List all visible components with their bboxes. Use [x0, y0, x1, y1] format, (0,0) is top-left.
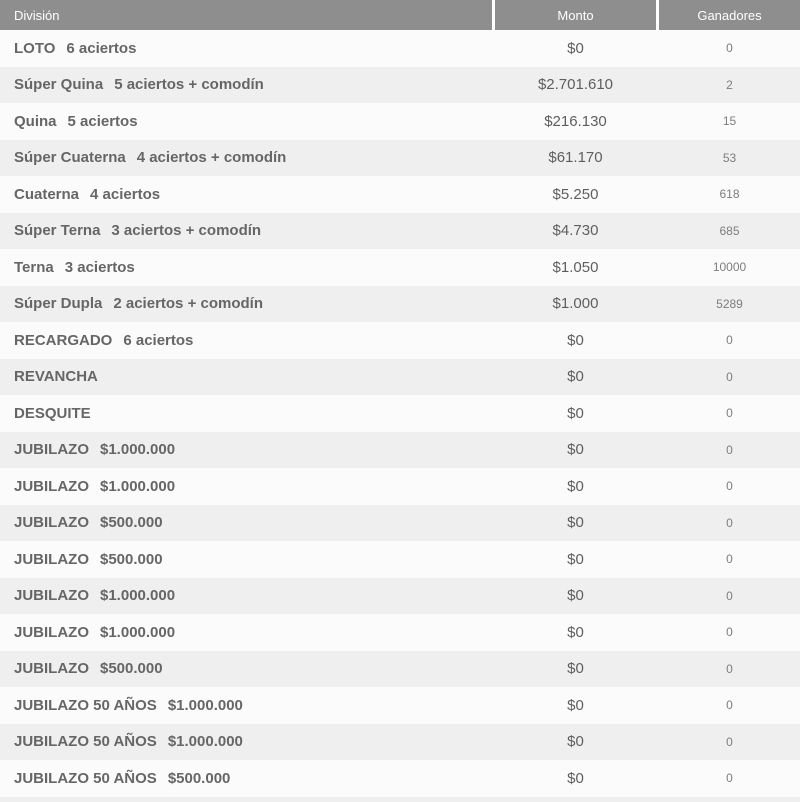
division-cell: [0, 687, 492, 724]
ganadores-value: 0: [726, 734, 733, 749]
division-cell: [0, 359, 492, 396]
table-row: [0, 651, 800, 688]
table-row: [0, 432, 800, 469]
table-row: [0, 614, 800, 651]
division-name: Cuaterna: [14, 185, 80, 203]
monto-value: $0: [567, 404, 584, 422]
division-cell: [0, 760, 492, 797]
header-monto: Monto: [495, 0, 656, 30]
division-name: RECARGADO: [14, 331, 113, 349]
table-row: [0, 213, 800, 250]
division-detail: $1.000.000: [100, 477, 176, 495]
monto-value: $1.050: [552, 258, 599, 276]
division-cell: [0, 213, 492, 250]
table-row: [0, 286, 800, 323]
division-name: JUBILAZO 50 AÑOS: [14, 696, 157, 714]
ganadores-value: 0: [726, 479, 733, 494]
division-name: Súper Terna: [14, 222, 101, 240]
table-body: [0, 30, 800, 797]
division-cell: [0, 140, 492, 177]
ganadores-value: 0: [726, 771, 733, 786]
division-detail: $500.000: [167, 769, 231, 787]
division-cell: [0, 724, 492, 761]
ganadores-value: 0: [726, 661, 733, 676]
division-detail: $1.000.000: [100, 623, 176, 641]
ganadores-value: 0: [726, 41, 733, 56]
ganadores-value: 0: [726, 625, 733, 640]
division-cell: [0, 103, 492, 140]
monto-value: $0: [567, 514, 584, 532]
monto-value: $0: [567, 477, 584, 495]
ganadores-value: 0: [726, 588, 733, 603]
monto-value: $0: [567, 696, 584, 714]
division-cell: [0, 30, 492, 67]
division-detail: $1.000.000: [167, 696, 243, 714]
division-cell: [0, 541, 492, 578]
table-row: [0, 541, 800, 578]
ganadores-value: 0: [726, 369, 733, 384]
division-detail: 6 aciertos: [123, 331, 194, 349]
table-row: [0, 30, 800, 67]
ganadores-value: 0: [726, 406, 733, 421]
monto-value: $0: [567, 550, 584, 568]
division-name: LOTO: [14, 39, 56, 57]
division-name: JUBILAZO: [14, 441, 89, 459]
division-cell: [0, 322, 492, 359]
division-cell: [0, 651, 492, 688]
table-row: [0, 395, 800, 432]
division-name: JUBILAZO: [14, 477, 89, 495]
monto-value: $1.000: [552, 295, 599, 313]
table-row: [0, 687, 800, 724]
ganadores-value: 2: [726, 77, 733, 92]
division-cell: [0, 286, 492, 323]
division-name: JUBILAZO: [14, 514, 89, 532]
monto-value: $0: [567, 623, 584, 641]
ganadores-value: 0: [726, 442, 733, 457]
table-row: [0, 578, 800, 615]
division-name: JUBILAZO: [14, 587, 89, 605]
division-cell: [0, 67, 492, 104]
monto-value: $0: [567, 368, 584, 386]
division-name: Súper Quina: [14, 76, 104, 94]
table-row: [0, 724, 800, 761]
ganadores-value: 0: [726, 552, 733, 567]
division-detail: $500.000: [100, 660, 163, 678]
ganadores-value: 53: [722, 150, 737, 165]
monto-value: $0: [567, 733, 584, 751]
division-name: REVANCHA: [14, 368, 98, 386]
table-row: [0, 760, 800, 797]
ganadores-value: 15: [722, 114, 737, 129]
table-row: [0, 103, 800, 140]
monto-value: $0: [567, 39, 584, 57]
table-row: [0, 359, 800, 396]
monto-value: $216.130: [544, 112, 607, 130]
ganadores-value: 685: [719, 223, 740, 238]
division-cell: [0, 249, 492, 286]
division-cell: [0, 468, 492, 505]
ganadores-value: 10000: [712, 260, 747, 275]
division-name: Terna: [14, 258, 54, 276]
division-name: Súper Cuaterna: [14, 149, 126, 167]
table-header: [0, 0, 800, 30]
table-row: [0, 176, 800, 213]
division-name: JUBILAZO 50 AÑOS: [14, 769, 157, 787]
division-name: JUBILAZO: [14, 550, 89, 568]
table-row: [0, 322, 800, 359]
monto-value: $0: [567, 660, 584, 678]
monto-value: $0: [567, 587, 584, 605]
division-detail: $1.000.000: [167, 733, 243, 751]
header-division: División: [0, 0, 492, 30]
monto-value: $2.701.610: [537, 76, 614, 94]
ganadores-value: 618: [719, 187, 740, 202]
division-detail: $500.000: [100, 514, 163, 532]
division-detail: $500.000: [100, 550, 163, 568]
division-detail: $1.000.000: [100, 587, 176, 605]
division-detail: $1.000.000: [100, 441, 176, 459]
division-detail: 6 aciertos: [66, 39, 137, 57]
division-detail: 4 aciertos: [90, 185, 161, 203]
table-row: [0, 67, 800, 104]
monto-value: $61.170: [548, 149, 603, 167]
division-detail: 4 aciertos + comodín: [136, 149, 287, 167]
monto-value: $0: [567, 441, 584, 459]
table-row: [0, 505, 800, 542]
monto-value: $4.730: [552, 222, 599, 240]
table-row: [0, 468, 800, 505]
ganadores-value: 0: [726, 333, 733, 348]
division-cell: [0, 614, 492, 651]
division-name: JUBILAZO 50 AÑOS: [14, 733, 157, 751]
division-cell: [0, 505, 492, 542]
monto-value: $5.250: [552, 185, 599, 203]
table-row: [0, 140, 800, 177]
division-name: Quina: [14, 112, 57, 130]
division-name: JUBILAZO: [14, 623, 89, 641]
next-row-partial: [0, 797, 800, 802]
division-cell: [0, 176, 492, 213]
division-detail: 3 aciertos + comodín: [111, 222, 262, 240]
division-name: JUBILAZO: [14, 660, 89, 678]
table-row: [0, 249, 800, 286]
division-detail: 3 aciertos: [64, 258, 135, 276]
monto-value: $0: [567, 331, 584, 349]
division-detail: 2 aciertos + comodín: [113, 295, 263, 313]
division-detail: 5 aciertos + comodín: [114, 76, 264, 94]
division-cell: [0, 395, 492, 432]
division-cell: [0, 578, 492, 615]
ganadores-value: 0: [726, 698, 733, 713]
division-name: DESQUITE: [14, 404, 91, 422]
division-cell: [0, 432, 492, 469]
division-name: Súper Dupla: [14, 295, 103, 313]
division-detail: 5 aciertos: [67, 112, 138, 130]
monto-value: $0: [567, 769, 584, 787]
header-ganadores: Ganadores: [659, 0, 800, 30]
ganadores-value: 0: [726, 515, 733, 530]
ganadores-value: 5289: [716, 296, 743, 311]
